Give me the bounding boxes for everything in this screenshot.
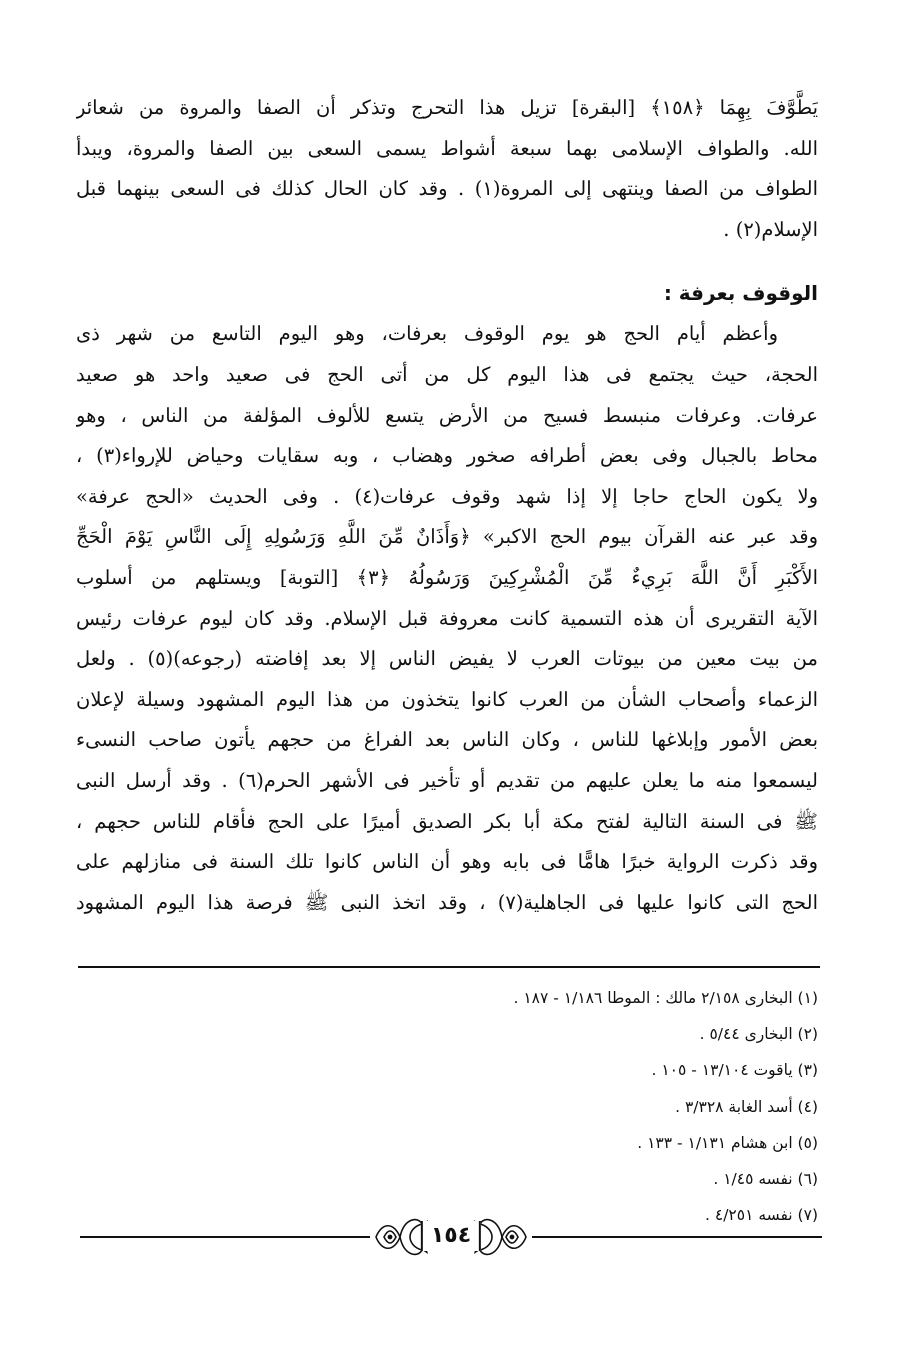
footnote-item: (٢) البخارى ٥/٤٤ .	[699, 1025, 818, 1044]
text-line: وقد عبر عنه القرآن بيوم الحج الاكبر» ﴿وَأَذَانٌ مِّنَ اللَّهِ وَرَسُولِهِ إِلَى النَّاسِ يَوْمَ الْحَجِّ	[76, 525, 818, 549]
text-line: ﷺ فى السنة التالية لفتح مكة أبا بكر الصديق أميرًا على الحج فأقام للناس حجهم ،	[76, 809, 818, 833]
footer-rule-left	[80, 1236, 370, 1238]
text-line: الحجة، حيث يجتمع فى هذا اليوم كل من أتى الحج فى صعيد واحد هو صعيد	[76, 362, 818, 386]
footer-rule-right	[532, 1236, 822, 1238]
text-line: عرفات. وعرفات منبسط فسيح من الأرض يتسع للألوف المؤلفة من الناس ، وهو	[76, 403, 818, 427]
text-line: ولا يكون الحاج حاجا إلا إذا شهد وقوف عرفات(٤) . وفى الحديث «الحج عرفة»	[76, 484, 818, 508]
footnote-item: (١) البخارى ٢/١٥٨ مالك : الموطا ١/١٨٦ - ١٨٧ .	[513, 989, 818, 1007]
footnote-item: (٦) نفسه ١/٤٥ .	[713, 1170, 818, 1189]
paragraph-main	[76, 314, 818, 923]
footnote-item: (٥) ابن هشام ١/١٣١ - ١٣٣ .	[637, 1133, 818, 1152]
section-heading: الوقوف بعرفة :	[663, 281, 818, 306]
text-line: الطواف من الصفا وينتهى إلى المروة(١) . وقد كان الحال كذلك فى السعى بينهما قبل	[76, 177, 818, 201]
text-line: من بيت معين من بيوتات العرب لا يفيض الناس إلا بعد إفاضته (رجوعه)(٥) . ولعل	[76, 647, 818, 671]
text-line: الإسلام(٢) .	[723, 217, 818, 241]
page-body	[76, 88, 818, 923]
text-line: وقد ذكرت الرواية خبرًا هامًّا فى بابه وهو أن الناس كانوا تلك السنة فى منازلهم على	[76, 850, 818, 874]
text-line: الأَكْبَرِ أَنَّ اللَّهَ بَرِيءٌ مِّنَ الْمُشْرِكِينَ وَرَسُولُهُ ﴿٣﴾ [التوبة] ويستلهم من أسلوب	[76, 565, 818, 589]
footnote-item: (٧) نفسه ٤/٢٥١ .	[705, 1206, 818, 1225]
text-line: محاط بالجبال وفى بعض أطرافه صخور وهضاب ، وبه سقايات وحياض للإرواء(٣) ،	[76, 444, 818, 468]
paragraph-top	[76, 88, 818, 250]
footnotes	[76, 980, 818, 1233]
text-line: الحج التى كانوا عليها فى الجاهلية(٧) ، وقد اتخذ النبى ﷺ فرصة هذا اليوم المشهود	[76, 890, 818, 914]
footnote-divider	[78, 966, 820, 968]
footnote-item: (٣) ياقوت ١٣/١٠٤ - ١٠٥ .	[651, 1061, 818, 1080]
page-footer	[80, 1212, 822, 1262]
text-line: الزعماء وأصحاب الشأن من العرب كانوا يتخذون من هذا اليوم المشهود وسيلة لإعلان	[76, 687, 818, 711]
text-line: الله. والطواف الإسلامى بهما سبعة أشواط يسمى السعى بين الصفا والمروة، ويبدأ	[76, 136, 818, 160]
footnote-item: (٤) أسد الغابة ٣/٣٢٨ .	[675, 1097, 818, 1116]
text-line: وأعظم أيام الحج هو يوم الوقوف بعرفات، وهو اليوم التاسع من شهر ذى	[76, 322, 778, 346]
text-line: الآية التقريرى أن هذه التسمية كانت معروفة قبل الإسلام. وقد كان ليوم عرفات رئيس	[76, 606, 818, 630]
text-line: يَطَّوَّفَ بِهِمَا ﴿١٥٨﴾ [البقرة] تزيل هذا التحرج وتذكر أن الصفا والمروة من شعائر	[76, 96, 818, 119]
text-line: بعض الأمور وإبلاغها للناس ، وكان الناس بعد الفراغ من حجهم يأتون صاحب النسىء	[76, 728, 818, 752]
page-number: ١٥٤	[421, 1221, 481, 1251]
text-line: ليسمعوا منه ما يعلن عليهم من تقديم أو تأخير فى الأشهر الحرم(٦) . وقد أرسل النبى	[76, 768, 818, 792]
